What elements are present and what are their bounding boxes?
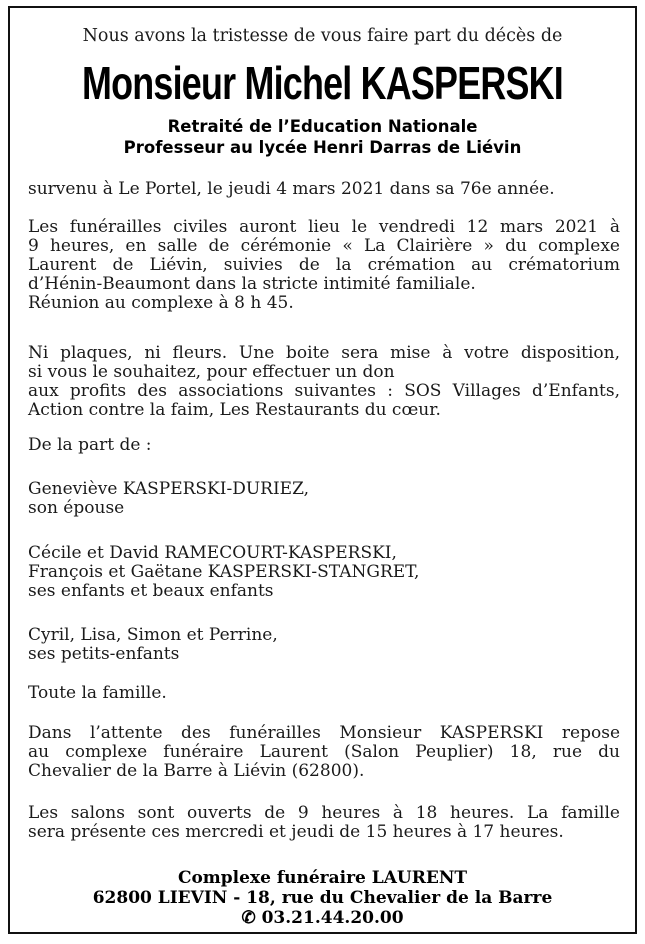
family-line: ses petits-enfants (28, 644, 180, 664)
flowers-line: si vous le souhaitez, pour effectuer un don (28, 362, 395, 382)
funeral-home-block (10, 868, 635, 928)
roles-block (10, 116, 635, 158)
family-line: François et Gaëtane KASPERSKI-STANGRET, (28, 562, 420, 582)
hours-line: sera présente ces mercredi et jeudi de 15 heures à 17 heures. (28, 822, 564, 842)
rest-line: Chevalier de la Barre à Liévin (62800). (28, 761, 365, 781)
funeral-paragraph (28, 218, 620, 313)
flowers-line: Ni plaques, ni fleurs. Une boite sera mise à votre disposition, (28, 343, 620, 363)
obituary-notice (8, 6, 637, 934)
flowers-paragraph (28, 344, 620, 420)
rest-paragraph (28, 724, 620, 781)
whole-family-paragraph (28, 684, 620, 703)
rest-line: au complexe funéraire Laurent (Salon Peuplier) 18, rue du (28, 742, 620, 762)
family-line: ses enfants et beaux enfants (28, 581, 274, 601)
rest-line: Dans l’attente des funérailles Monsieur KASPERSKI repose (28, 723, 620, 743)
death-line: survenu à Le Portel, le jeudi 4 mars 2021 dans sa 76e année. (28, 179, 555, 199)
funeral-line: Réunion au complexe à 8 h 45. (28, 293, 294, 313)
funeral-home-address: 62800 LIEVIN - 18, rue du Chevalier de la Barre (92, 888, 553, 908)
funeral-home-name: Complexe funéraire LAURENT (177, 868, 468, 888)
funeral-home-phone: ✆ 03.21.44.20.00 (241, 908, 404, 928)
flowers-line: aux profits des associations suivantes : SOS Villages d’Enfants, (28, 381, 620, 401)
role-line: Retraité de l’Education Nationale (167, 117, 478, 136)
family-line: Geneviève KASPERSKI-DURIEZ, (28, 479, 310, 499)
funeral-line: d’Hénin-Beaumont dans la stricte intimité familiale. (28, 274, 476, 294)
death-paragraph (28, 180, 620, 199)
deceased-name: Monsieur Michel KASPERSKI (82, 57, 563, 109)
funeral-line: Laurent de Liévin, suivies de la crémation au crématorium (28, 255, 620, 275)
family-line: Cécile et David RAMECOURT-KASPERSKI, (28, 543, 397, 563)
spouse-paragraph (28, 480, 620, 518)
intro-line: Nous avons la tristesse de vous faire part du décès de (82, 26, 563, 46)
role-line: Professeur au lycée Henri Darras de Liévin (123, 138, 522, 157)
hours-paragraph (28, 804, 620, 842)
whole-family-line: Toute la famille. (28, 683, 167, 703)
funeral-line: Les funérailles civiles auront lieu le vendredi 12 mars 2021 à (28, 217, 620, 237)
hours-line: Les salons sont ouverts de 9 heures à 18 heures. La famille (28, 803, 620, 823)
flowers-line: Action contre la faim, Les Restaurants du cœur. (28, 400, 441, 420)
funeral-line: 9 heures, en salle de cérémonie « La Clairière » du complexe (28, 236, 620, 256)
family-line: son épouse (28, 498, 125, 518)
children-paragraph (28, 544, 620, 601)
from-paragraph (28, 436, 620, 455)
from-line: De la part de : (28, 435, 152, 455)
family-line: Cyril, Lisa, Simon et Perrine, (28, 625, 278, 645)
grandchildren-paragraph (28, 626, 620, 664)
